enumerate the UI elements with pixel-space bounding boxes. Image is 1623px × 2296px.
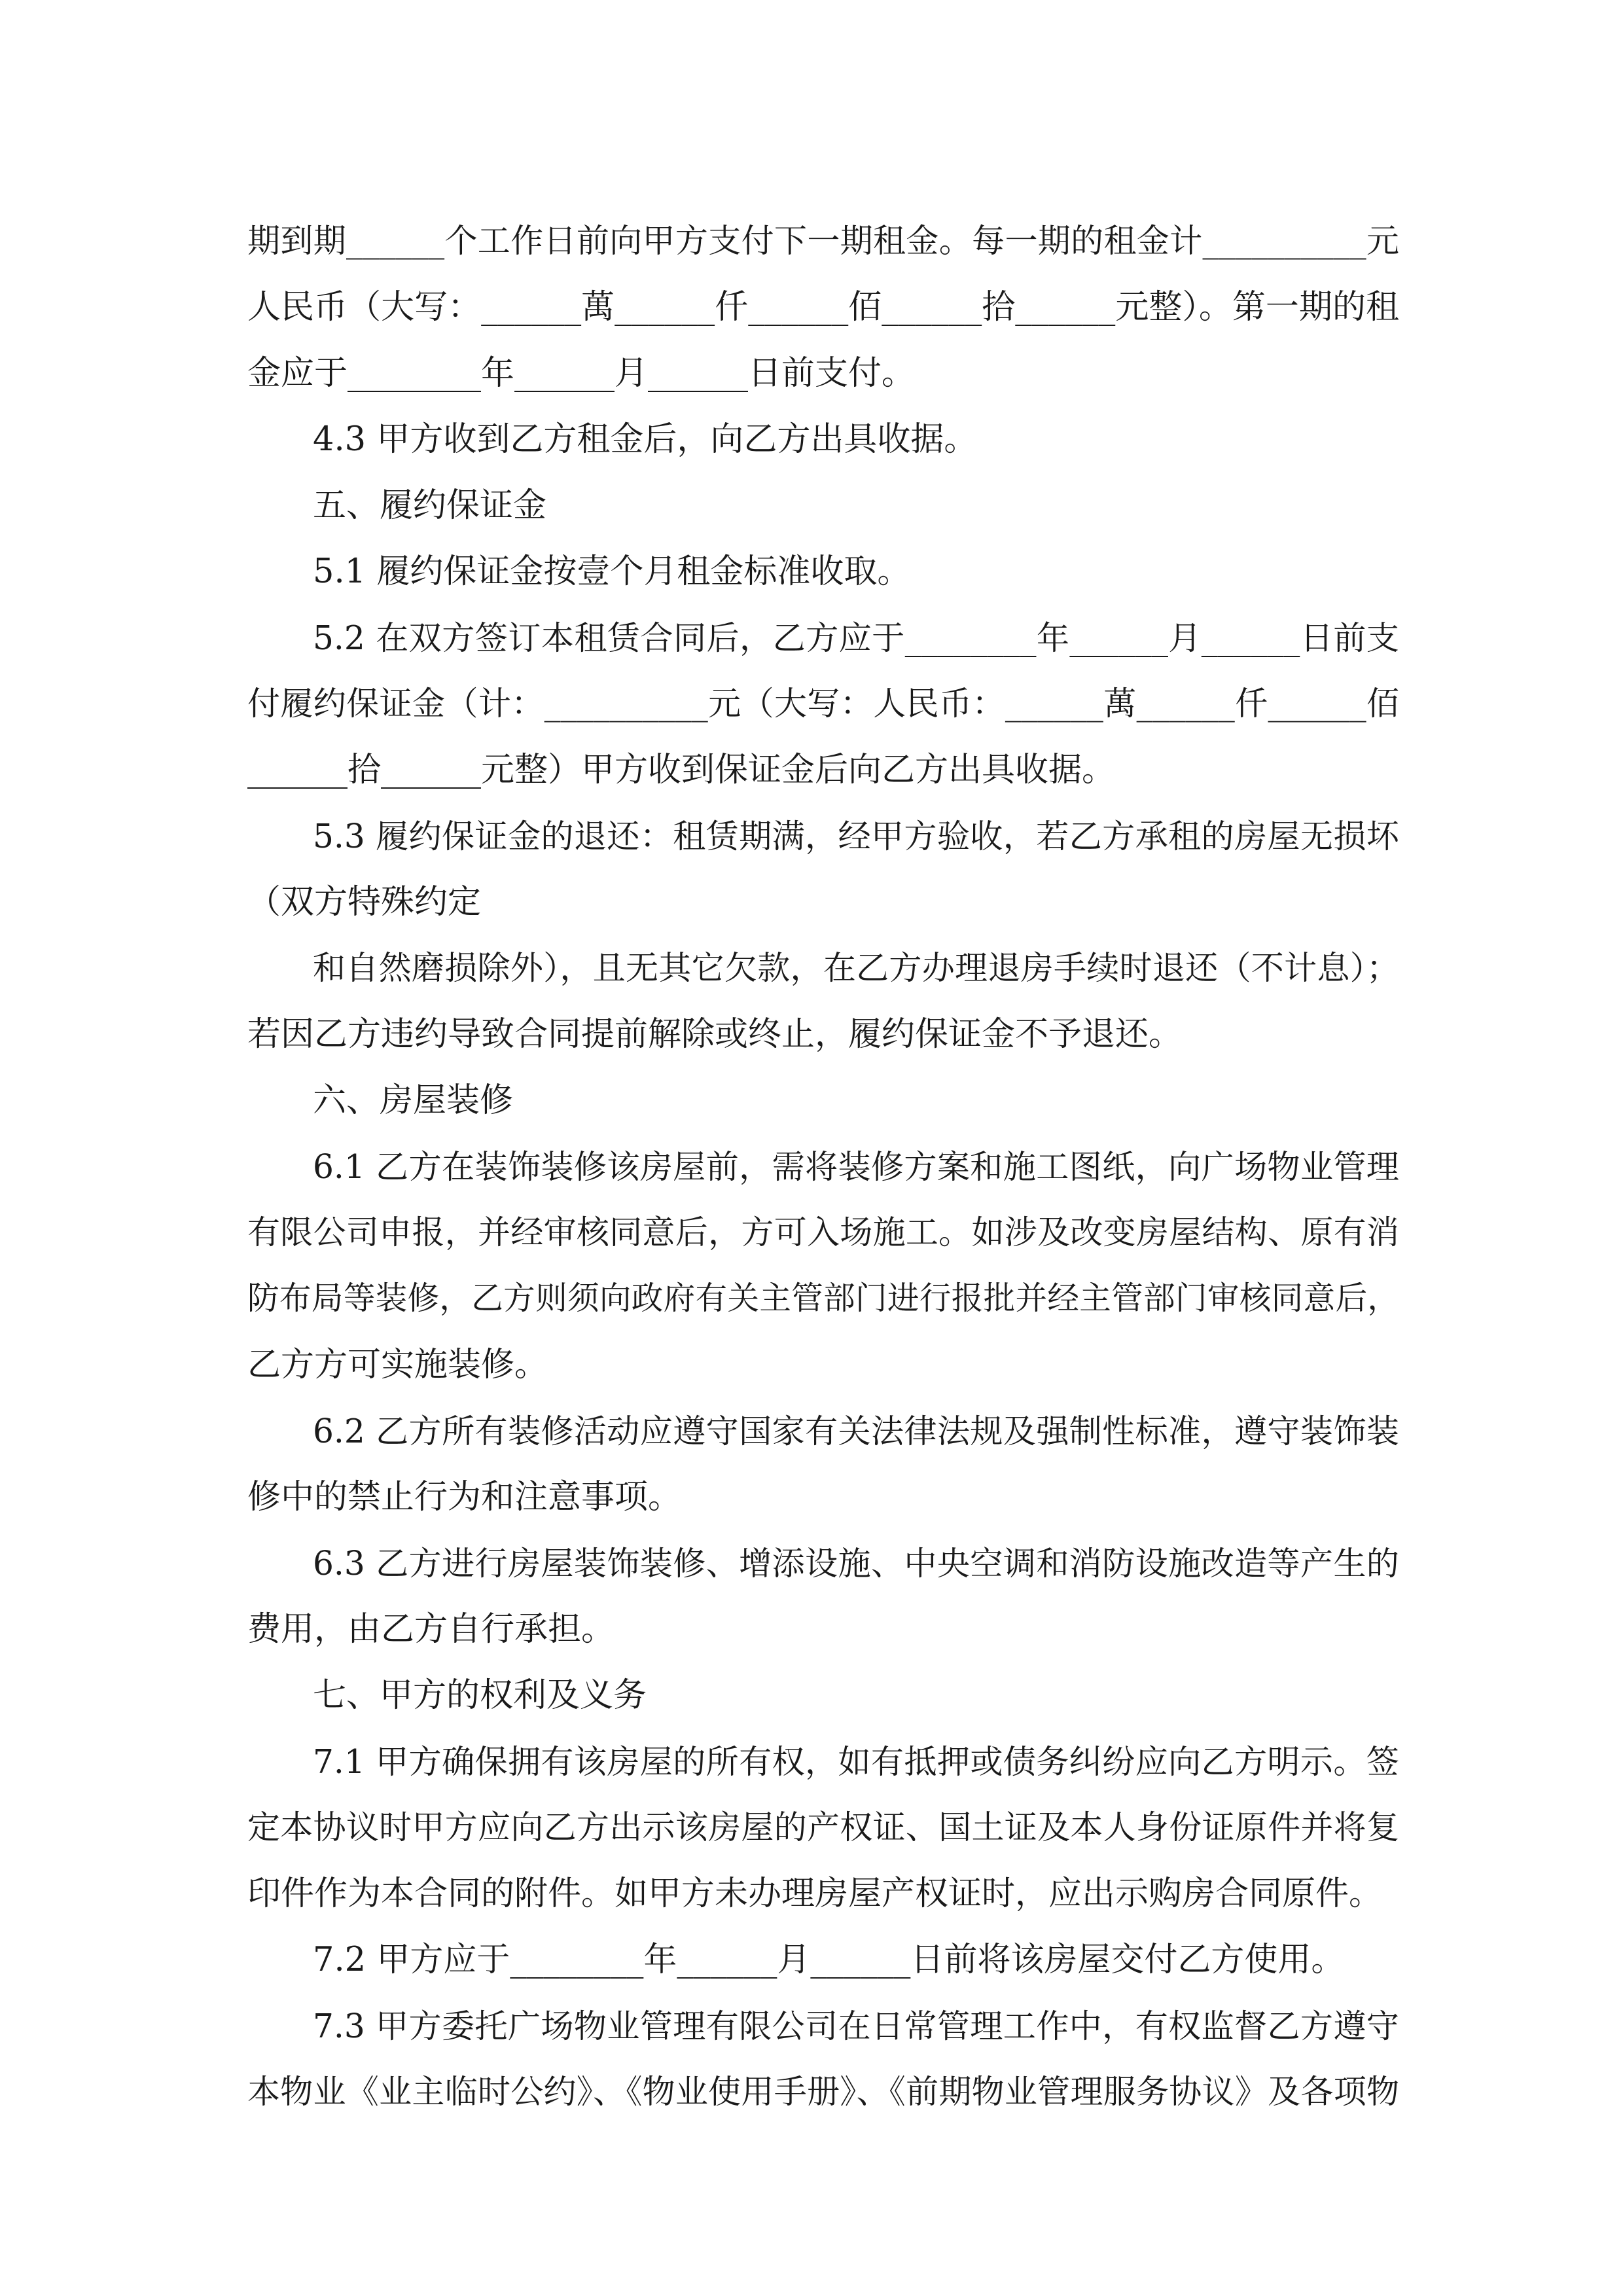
text-line: 五、履约保证金 [313, 486, 547, 525]
text-line: 六、房屋装修 [313, 1081, 514, 1120]
text-line: 定本协议时甲方应向乙方出示该房屋的产权证、国土证及本人身份证原件并将复 [247, 1808, 1399, 1846]
text-line: 七、甲方的权利及义务 [313, 1676, 647, 1715]
text-line: 5.3 履约保证金的退还：租赁期满，经甲方验收，若乙方承租的房屋无损坏 [313, 817, 1399, 855]
text-line: 印件作为本合同的附件。如甲方未办理房屋产权证时，应出示购房合同原件。 [247, 1874, 1383, 1913]
text-line: 若因乙方违约导致合同提前解除或终止，履约保证金不予退还。 [247, 1015, 1183, 1054]
text-line: （双方特殊约定 [247, 883, 482, 922]
text-line: 费用，由乙方自行承担。 [247, 1610, 615, 1649]
text-line: 6.2 乙方所有装修活动应遵守国家有关法律法规及强制性标准，遵守装饰装 [313, 1412, 1399, 1450]
text-line: 期到期______个工作日前向甲方支付下一期租金。每一期的租金计__________元 [247, 222, 1399, 260]
text-line: 6.1 乙方在装饰装修该房屋前，需将装修方案和施工图纸，向广场物业管理 [313, 1147, 1399, 1186]
document-page [247, 208, 1399, 2125]
text-line: 5.2 在双方签订本租赁合同后，乙方应于________年______月______日前支 [313, 619, 1399, 657]
text-line: 7.2 甲方应于________年______月______日前将该房屋交付乙方使用。 [313, 1941, 1345, 1979]
text-line: ______拾______元整）甲方收到保证金后向乙方出具收据。 [247, 751, 1116, 789]
text-line: 乙方方可实施装修。 [247, 1346, 548, 1384]
text-line: 修中的禁止行为和注意事项。 [247, 1478, 682, 1516]
text-line: 付履约保证金（计：__________元（大写：人民币：______萬______仟______佰 [247, 685, 1399, 723]
text-line: 金应于________年______月______日前支付。 [247, 354, 916, 393]
text-line: 7.3 甲方委托广场物业管理有限公司在日常管理工作中，有权监督乙方遵守 [313, 2007, 1399, 2045]
text-line: 5.1 履约保证金按壹个月租金标准收取。 [313, 552, 911, 591]
text-line: 4.3 甲方收到乙方租金后，向乙方出具收据。 [313, 420, 978, 459]
text-line: 本物业《业主临时公约》、《物业使用手册》、《前期物业管理服务协议》及各项物 [247, 2073, 1399, 2111]
text-line: 和自然磨损除外），且无其它欠款，在乙方办理退房手续时退还（不计息）； [313, 949, 1399, 987]
text-line: 有限公司申报，并经审核同意后，方可入场施工。如涉及改变房屋结构、原有消 [247, 1213, 1399, 1251]
text-line: 防布局等装修，乙方则须向政府有关主管部门进行报批并经主管部门审核同意后， [247, 1280, 1399, 1317]
text-line: 人民币（大写：______萬______仟______佰______拾______元整）。第一期的租 [247, 288, 1399, 327]
text-line: 6.3 乙方进行房屋装饰装修、增添设施、中央空调和消防设施改造等产生的 [313, 1544, 1399, 1583]
text-line: 7.1 甲方确保拥有该房屋的所有权，如有抵押或债务纠纷应向乙方明示。签 [313, 1742, 1399, 1781]
